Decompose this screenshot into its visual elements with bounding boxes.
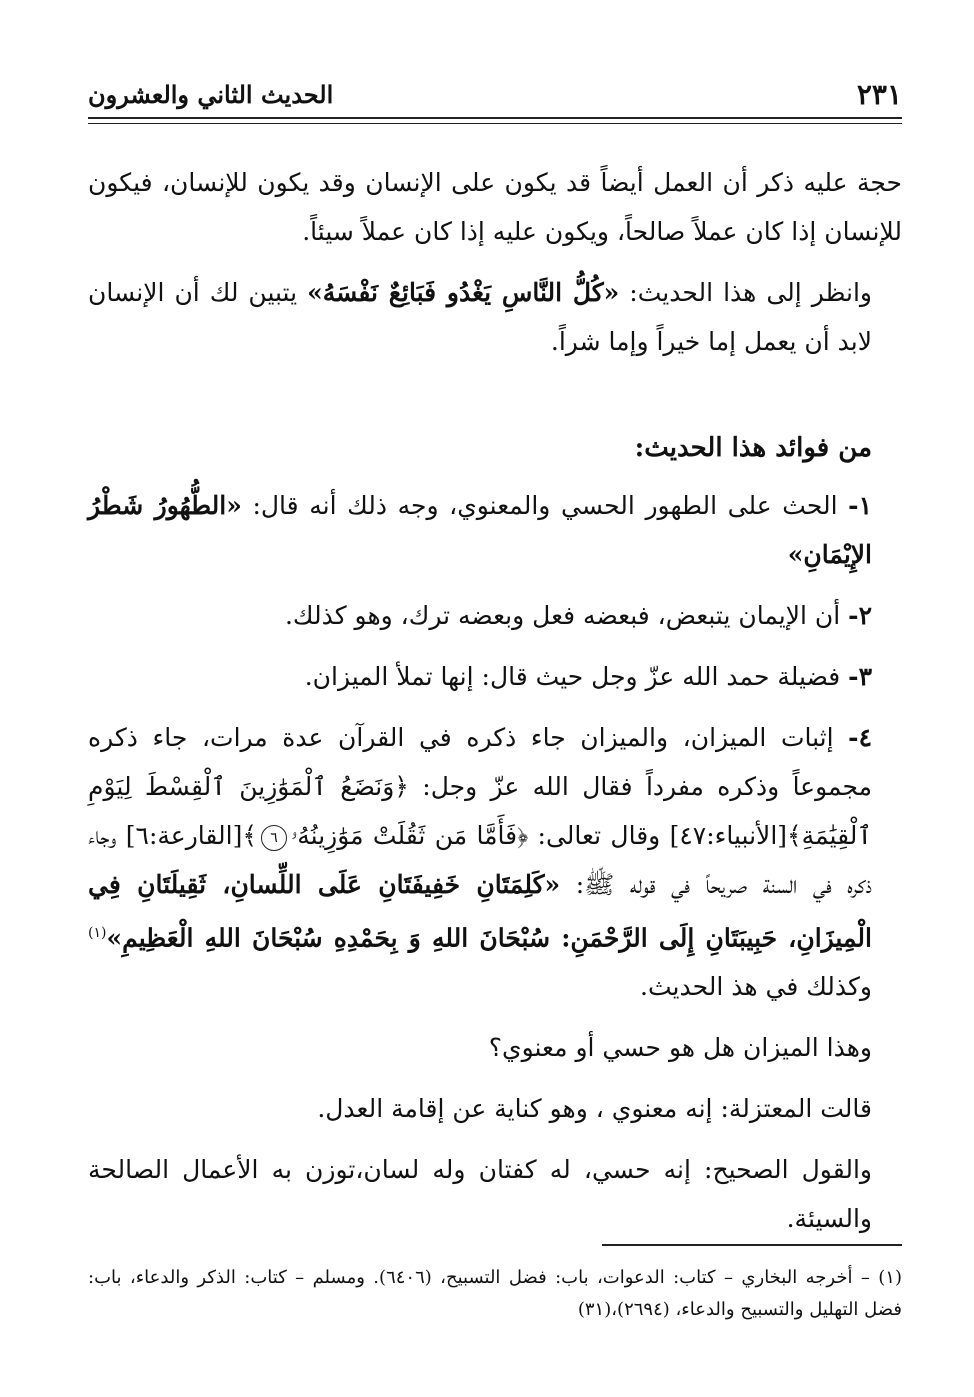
running-header: [88, 74, 902, 114]
page-number: ٢٣١: [856, 77, 902, 111]
benefit-item-4: [88, 713, 902, 1011]
paragraph-2-rest: يتبين لك أن الإنسان لابد أن يعمل إما خيراً وإما شراً.: [88, 278, 872, 356]
quran-verse-anbiya: ﴿وَنَضَعُ ٱلْمَوَٰزِينَ ٱلْقِسْطَ لِيَوْمِ ٱلْقِيَٰمَةِ﴾: [88, 772, 872, 850]
item-text: أن الإيمان يتبعض، فبعضه فعل وبعضه ترك، وهو كذلك.: [284, 601, 849, 630]
item-text: وقال تعالى:: [528, 821, 670, 850]
footnote-rule: [602, 1244, 902, 1246]
item-text: إثبات الميزان، والميزان جاء ذكره في القرآن عدة مرات، جاء ذكره مجموعاً وذكره مفرداً فقال الله عزّ وجل:: [88, 723, 872, 801]
item-number: ٤-: [848, 723, 872, 752]
running-title: الحديث الثاني والعشرون: [88, 79, 334, 109]
item-text: وجاء ذكره في السنة صريحاً في قوله ﷺ:: [88, 821, 872, 899]
benefit-item-2: [88, 591, 902, 640]
header-rule: [88, 117, 902, 124]
paragraph-2-intro: وانظر إلى هذا الحديث:: [619, 278, 872, 307]
item-text: الحث على الطهور الحسي والمعنوي، وجه ذلك أنه قال:: [241, 491, 849, 520]
quran-verse-qariah: ﴿فَأَمَّا مَن ثَقُلَتْ مَوَٰزِينُهُۥ: [291, 821, 529, 850]
main-text: [88, 158, 902, 1255]
verse-reference: [الأنبياء:٤٧]: [669, 821, 788, 850]
paragraph-2: [88, 268, 902, 366]
item-number: ١-: [848, 491, 872, 520]
item-number: ٣-: [848, 662, 872, 691]
hadith-quote-people: «كُلُّ النَّاسِ يَغْدُو فَبَائِعٌ نَفْسَهُ»: [307, 278, 620, 307]
hadith-quote-two-words: «كَلِمَتَانِ خَفِيفَتَانِ عَلَى اللِّسانِ، ثَقِيلَتَانِ فِي الْمِيزَانِ، حَبِيبَتَانِ إِلَى الرَّحْمَنِ: سُبْحَانَ اللهِ وَ بِحَمْدِهِ سُبْحَانَ اللهِ الْعَظِيمِ»: [88, 870, 872, 953]
verse-reference: [القارعة:٦]: [125, 821, 243, 850]
mutazila-paragraph: قالت المعتزلة: إنه معنوي ، وهو كناية عن إقامة العدل.: [317, 1094, 872, 1124]
item-text: فضيلة حمد الله عزّ وجل حيث قال: إنها تملأ الميزان.: [304, 662, 849, 691]
correct-opinion-paragraph: والقول الصحيح: إنه حسي، له كفتان وله لسان،توزن به الأعمال الصالحة والسيئة.: [88, 1155, 872, 1234]
footnote-marker[interactable]: (١): [88, 925, 107, 941]
footnote-1: (١) – أخرجه البخاري – كتاب: الدعوات، باب: فضل التسبيح، (٦٤٠٦). ومسلم – كتاب: الذكر والدعاء، باب: فضل التهليل والتسبيح والدعاء، (٢٦٩٤)،(٣١): [88, 1267, 902, 1320]
section-heading: من فوائد هذا الحديث:: [634, 433, 872, 463]
question-paragraph: وهذا الميزان هل هو حسي أو معنوي؟: [488, 1033, 872, 1063]
item-text: وكذلك في هذ الحديث.: [640, 972, 872, 1002]
verse-number-icon: ٦: [261, 825, 287, 851]
benefit-item-1: [88, 481, 902, 579]
hadith-quote-purity: «الطُّهُورُ شَطْرُ الإِيْمَانِ»: [88, 491, 872, 569]
item-number: ٢-: [848, 601, 872, 630]
quran-verse-close: ﴾: [242, 821, 258, 850]
footnotes: [88, 1262, 902, 1326]
paragraph-1: حجة عليه ذكر أن العمل أيضاً قد يكون على الإنسان وقد يكون للإنسان، فيكون للإنسان إذا كان عملاً صالحاً، ويكون عليه إذا كان عملاً سيئاً.: [88, 168, 902, 246]
benefit-item-3: [88, 652, 902, 701]
